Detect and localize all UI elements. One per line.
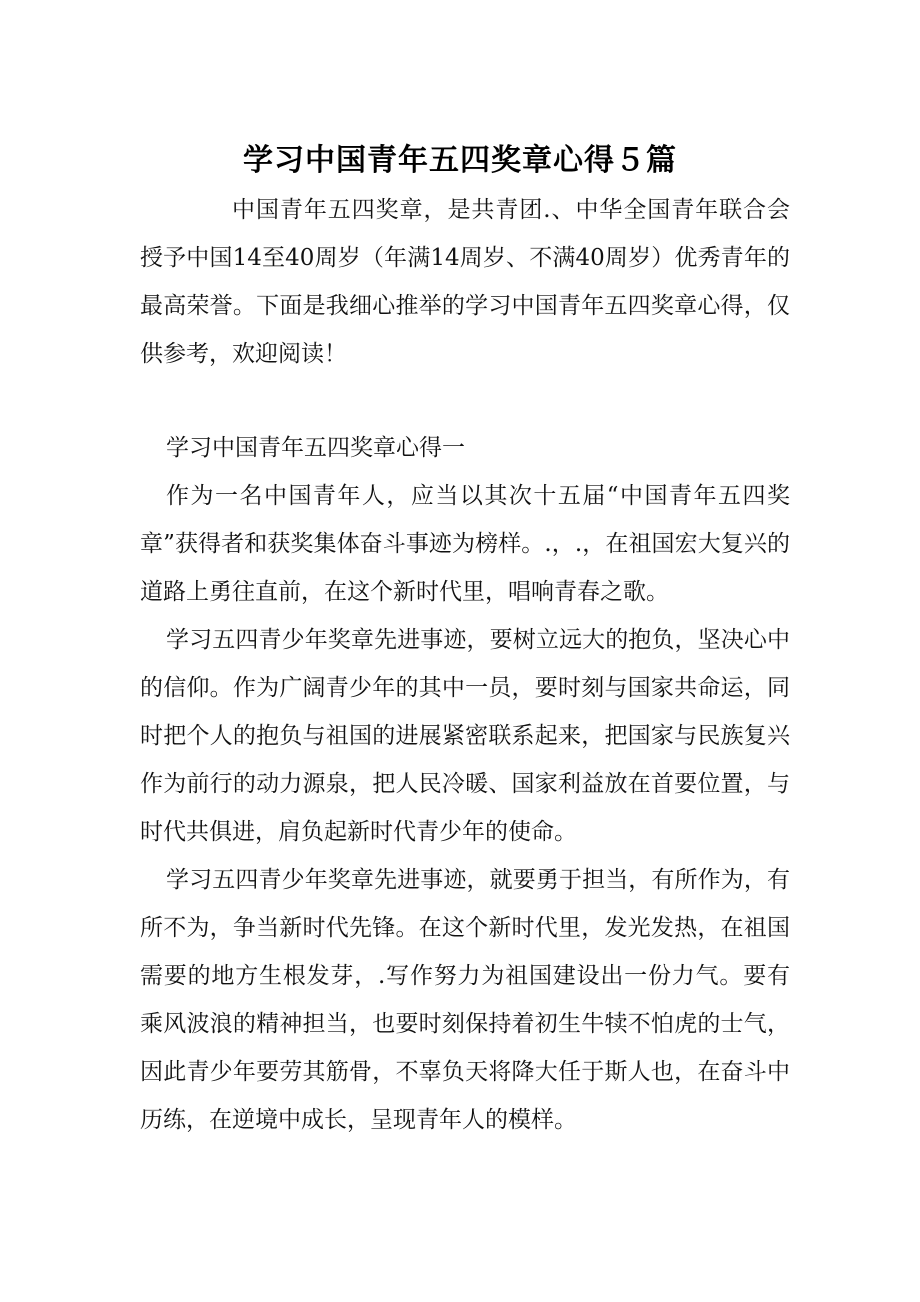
body-paragraph-2: 学习五四青少年奖章先进事迹，要树立远大的抱负，坚决心中的信仰。作为广阔青少年的其中一员，要时刻与国家共命运，同时把个人的抱负与祖国的进展紧密联系起来，把国家与民族复兴作为前行的动力源泉，把人民冷暖、国家利益放在首要位置，与时代共俱进，肩负起新时代青少年的使命。: [140, 627, 790, 845]
section-heading: 学习中国青年五四奖章心得一: [166, 435, 465, 461]
intro-paragraph: 中国青年五四奖章，是共青团.、中华全国青年联合会授予中国14至40周岁（年满14周岁、不满40周岁）优秀青年的最高荣誉。下面是我细心推举的学习中国青年五四奖章心得，仅供参考，欢迎阅读！: [140, 197, 790, 367]
body-paragraph-3: 学习五四青少年奖章先进事迹，就要勇于担当，有所作为，有所不为，争当新时代先锋。在这个新时代里，发光发热，在祖国需要的地方生根发芽，.写作努力为祖国建设出一份力气。要有乘风波浪的精神担当，也要时刻保持着初生牛犊不怕虎的士气，因此青少年要劳其筋骨，不辜负天将降大任于斯人也，在奋斗中历练，在逆境中成长，呈现青年人的模样。: [140, 867, 790, 1133]
body-paragraph-1: 作为一名中国青年人，应当以其次十五届“中国青年五四奖章”获得者和获奖集体奋斗事迹为榜样。.，.，在祖国宏大复兴的道路上勇往直前，在这个新时代里，唱响青春之歌。: [140, 483, 790, 605]
document-title: 学习中国青年五四奖章心得５篇: [243, 143, 677, 179]
